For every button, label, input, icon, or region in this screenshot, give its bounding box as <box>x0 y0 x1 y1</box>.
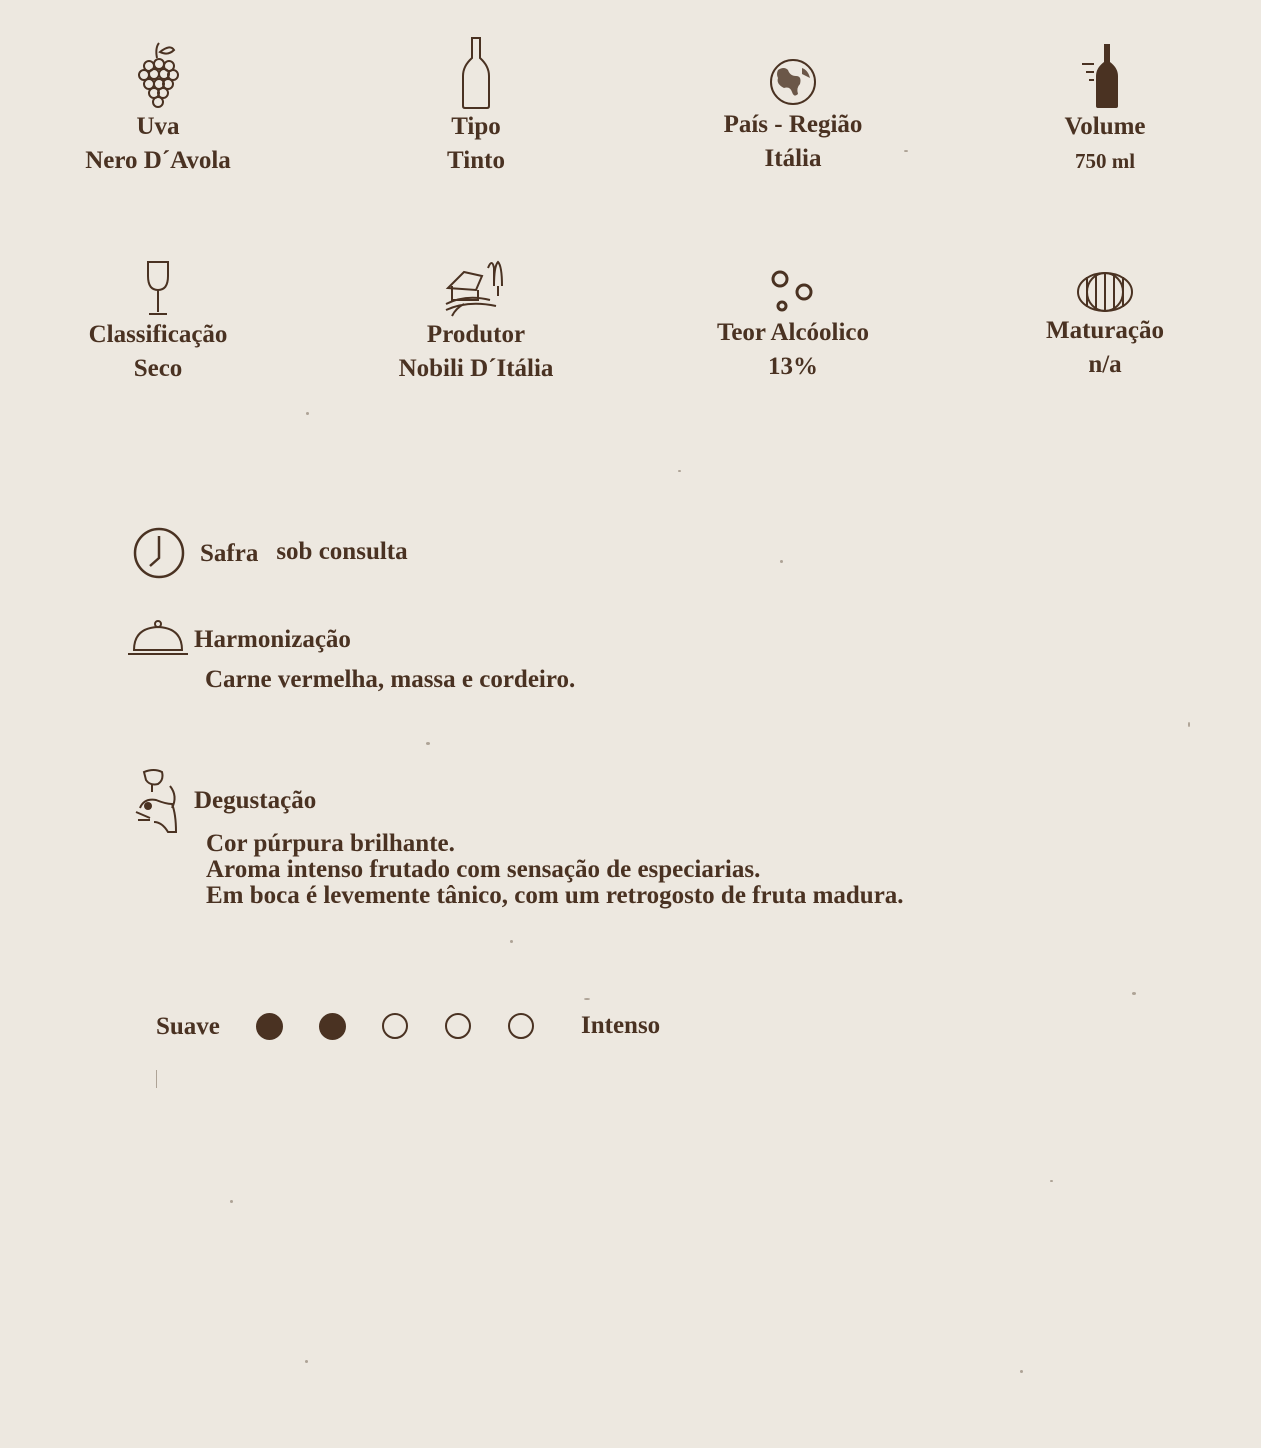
spec-value: n/a <box>1088 351 1122 378</box>
intensity-min-label: Suave <box>156 1013 220 1040</box>
spec-value: 13% <box>768 353 818 380</box>
spec-classificacao <box>38 260 278 386</box>
bubbles-icon <box>768 268 818 316</box>
spec-uva <box>38 40 278 178</box>
safra-value: sob consulta <box>276 538 408 565</box>
cloche-icon <box>128 618 188 658</box>
wine-glass-icon <box>143 260 173 318</box>
spec-teor-alcoolico <box>673 268 913 384</box>
intensity-dot-empty <box>508 1013 534 1039</box>
degustacao-line: Aroma intenso frutado com sensação de especiarias. <box>206 856 761 883</box>
globe-icon <box>768 56 818 108</box>
barrel-icon <box>1075 270 1135 314</box>
spec-label: Tipo <box>451 113 501 140</box>
tasting-hand-icon <box>134 768 182 836</box>
spec-maturacao <box>985 270 1225 382</box>
intensity-max-label: Intenso <box>581 1012 661 1039</box>
spec-pais-regiao <box>673 56 913 176</box>
spec-value: Itália <box>764 145 822 172</box>
spec-volume <box>985 42 1225 178</box>
spec-produtor <box>356 258 596 386</box>
intensity-dot-empty <box>382 1013 408 1039</box>
spec-label: Classificação <box>88 321 228 348</box>
grape-icon <box>133 40 183 110</box>
intensity-dot-filled <box>256 1013 283 1040</box>
bottle-outline-icon <box>461 36 491 110</box>
spec-label: Uva <box>136 113 180 140</box>
harmonizacao-text: Carne vermelha, massa e cordeiro. <box>205 666 576 693</box>
spec-tipo <box>356 36 596 178</box>
vineyard-house-icon <box>444 258 508 318</box>
spec-value: Nobili D´Itália <box>398 355 554 382</box>
degustacao-label: Degustação <box>194 787 317 814</box>
intensity-dot-empty <box>445 1013 471 1039</box>
degustacao-line: Cor púrpura brilhante. <box>206 830 455 857</box>
spec-label: Teor Alcóolico <box>716 319 870 346</box>
spec-value: 750 ml <box>1074 149 1136 173</box>
spec-label: Produtor <box>426 321 526 348</box>
degustacao-line: Em boca é levemente tânico, com um retrogosto de fruta madura. <box>206 882 904 909</box>
intensity-dot-filled <box>319 1013 346 1040</box>
bottle-volume-icon <box>1080 42 1130 110</box>
safra-label: Safra <box>200 540 259 567</box>
degustacao-row <box>134 768 316 836</box>
spec-value: Tinto <box>447 147 505 174</box>
spec-label: Maturação <box>1045 317 1165 344</box>
harmonizacao-row <box>128 618 351 658</box>
spec-value: Nero D´Avola <box>85 147 231 174</box>
clock-icon <box>132 526 186 580</box>
harmonizacao-label: Harmonização <box>194 626 351 653</box>
spec-value: Seco <box>133 355 183 382</box>
spec-label: Volume <box>1064 113 1146 140</box>
spec-label: País - Região <box>723 111 863 138</box>
safra-row <box>132 526 408 580</box>
degustacao-text <box>206 831 904 909</box>
